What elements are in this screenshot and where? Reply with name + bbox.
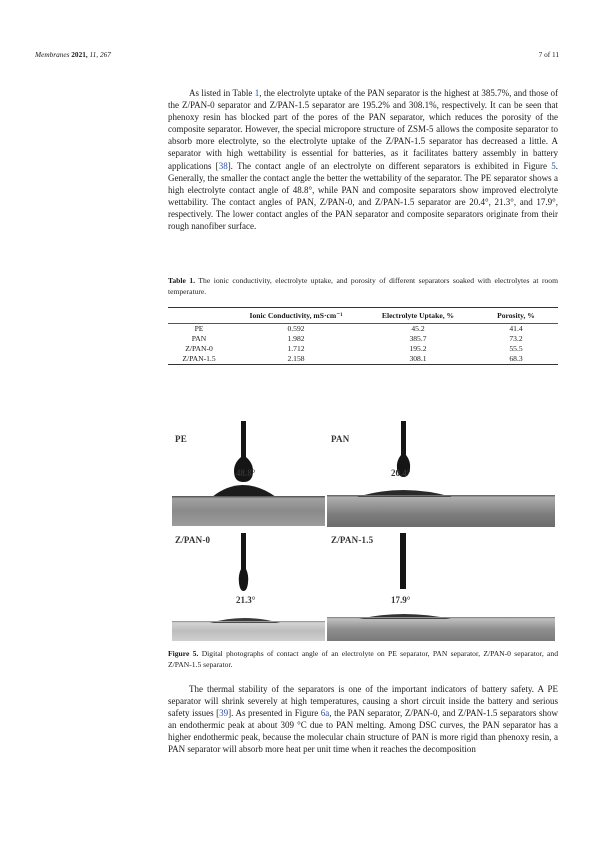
table-1-caption (168, 276, 558, 297)
header-electrolyte-uptake: Electrolyte Uptake, % (362, 308, 474, 324)
header-separator (168, 308, 230, 324)
panel-z-pan-0 (172, 533, 325, 642)
table-1-caption-label: Table 1. (168, 276, 196, 285)
panel-label: PE (175, 434, 187, 444)
reference-39-link[interactable]: 39 (219, 708, 229, 719)
pan-droplet-photo (327, 421, 555, 533)
table-row: Z/PAN-0 1.712 195.2 55.5 (185, 344, 523, 353)
page-header (35, 50, 559, 59)
figure-5-caption (168, 649, 558, 670)
table-row: PAN 1.982 385.7 73.2 (191, 334, 523, 343)
panel-label: Z/PAN-0 (175, 535, 211, 545)
contact-angle-value: 17.9° (391, 595, 411, 605)
panel-label: PAN (331, 434, 350, 444)
contact-angle-value: 20.4° (391, 468, 411, 478)
header-porosity: Porosity, % (474, 308, 558, 324)
table-row: Z/PAN-1.5 2.158 308.1 68.3 (168, 354, 558, 365)
table-1-link[interactable]: 1 (254, 88, 260, 98)
panel-pe (172, 421, 325, 533)
table-row: PE 0.592 45.2 41.4 (194, 324, 523, 333)
figure-5-caption-label: Figure 5. (168, 649, 199, 658)
table-1 (168, 307, 558, 365)
panel-pan (327, 421, 555, 533)
table-header-row (168, 308, 558, 324)
paragraph-thermal-stability: The thermal stability of the separators is one of the important indicators of battery safety. A PE separator will shrink severely at high temperatures, causing a short circuit inside the battery and serious safety issues [39]. As presented in Figure 6a, the PAN separator, Z/PAN-0, and Z/PAN-1.5 separators show an endothermic peak at about 309 °C due to PAN melting. Among DSC curves, the PAN separator has a higher endothermic peak, because the molecular chain structure of PAN is more rigid than phenoxy resin, a PAN separator will absorb more heat per unit time when it reaches the decomposition (168, 684, 559, 755)
article-number: 267 (99, 50, 111, 59)
journal-citation (35, 50, 111, 59)
figure-5-caption-text: Digital photographs of contact angle of an electrolyte on PE separator, PAN separator, Z/PAN-0 separator, and Z/PAN-1.5 separator. (168, 649, 558, 669)
journal-volume: 11, (89, 50, 99, 59)
reference-38-link[interactable]: 38 (218, 160, 228, 171)
table-1-caption-text: The ionic conductivity, electrolyte uptake, and porosity of different separators soaked with electrolytes at room temperature. (168, 276, 558, 296)
figure-6a-link[interactable]: 6a (320, 708, 330, 719)
figure-5 (172, 421, 555, 642)
journal-year: 2021, (71, 50, 88, 59)
panel-z-pan-1-5 (327, 533, 555, 642)
panel-label: Z/PAN-1.5 (331, 535, 374, 545)
page-number: 7 of 11 (538, 50, 559, 59)
journal-name: Membranes (35, 50, 70, 59)
figure-5-link[interactable]: 5 (551, 160, 556, 171)
contact-angle-value: 48.8° (236, 468, 256, 478)
contact-angle-value: 21.3° (236, 595, 256, 605)
z-pan-1-5-droplet-photo (327, 533, 555, 642)
z-pan-0-droplet-photo (172, 533, 325, 642)
paragraph-electrolyte-uptake: As listed in Table 1, the electrolyte uptake of the PAN separator is the highest at 385.7%, and those of the Z/PAN-0 separator and Z/PAN-1.5 separator are 195.2% and 308.1%, respectively. It can be seen that phenoxy resin has blocked part of the pores of the PAN separator, which reduces the porosity of the composite separator. However, the special micropore structure of ZSM-5 allows the composite separator to absorb more electrolyte, so the electrolyte uptake of the Z/PAN-1.5 separator has decreased a little. A separator with high wettability is essential for batteries, as it facilitates battery assembly in battery applications [38]. The contact angle of an electrolyte on different separators is exhibited in Figure 5. Generally, the smaller the contact angle the better the wettability of the separator. The PE separator shows a high electrolyte contact angle of 48.8°, while PAN and composite separators show improved electrolyte wettability. The contact angles of PAN, Z/PAN-0, and Z/PAN-1.5 separator are 20.4°, 21.3°, and 17.9°, respectively. The lower contact angles of the PAN separator and composite separators originate from their rough nanofiber surface. (168, 88, 559, 232)
header-ionic-conductivity: Ionic Conductivity, mS·cm⁻¹ (230, 308, 362, 324)
